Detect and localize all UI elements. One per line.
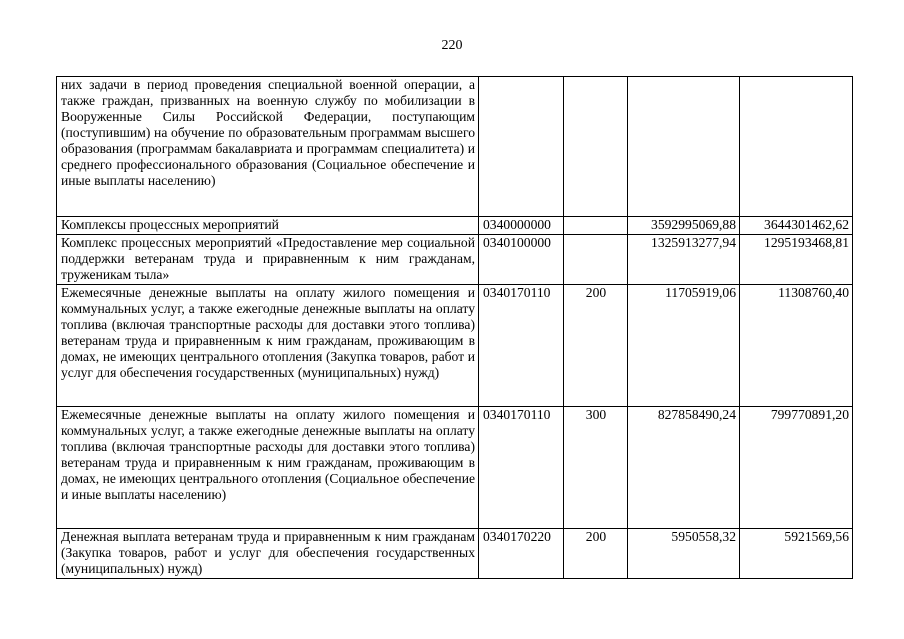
row-expense-type <box>564 235 628 285</box>
table-row <box>57 217 853 235</box>
row-name: Ежемесячные денежные выплаты на оплату жилого помещения и коммунальных услуг, а также ежегодные денежные выплаты на оплату топлива (включая транспортные расходы для доставки этого топлива) ветеранам труда и приравненным к ним гражданам, проживающим в домах, не имеющих центрального отопления (Закупка товаров, работ и услуг для обеспечения государственных (муниципальных) нужд) <box>57 285 479 407</box>
row-sum-year-2: 11308760,40 <box>740 285 853 407</box>
row-target-code: 0340170220 <box>479 529 564 579</box>
row-target-code <box>479 77 564 217</box>
row-sum-year-1: 3592995069,88 <box>628 217 740 235</box>
page-number: 220 <box>441 38 463 53</box>
row-target-code: 0340170110 <box>479 285 564 407</box>
row-sum-year-1 <box>628 77 740 217</box>
table-row <box>57 407 853 529</box>
row-expense-type: 200 <box>564 285 628 407</box>
row-name: них задачи в период проведения специальной военной операции, а также граждан, призванных на военную службу по мобилизации в Вооруженные Силы Российской Федерации, поступающим (поступившим) на обучение по образовательным программам высшего образования (программам бакалавриата и программам специалитета) и среднего профессионального образования (Социальное обеспечение и иные выплаты населению) <box>57 77 479 217</box>
row-expense-type <box>564 217 628 235</box>
table-row <box>57 529 853 579</box>
table-row <box>57 235 853 285</box>
row-name: Комплексы процессных мероприятий <box>57 217 479 235</box>
row-sum-year-2: 799770891,20 <box>740 407 853 529</box>
table-row <box>57 77 853 217</box>
row-sum-year-1: 827858490,24 <box>628 407 740 529</box>
row-sum-year-1: 11705919,06 <box>628 285 740 407</box>
table-row <box>57 285 853 407</box>
row-target-code: 0340100000 <box>479 235 564 285</box>
row-sum-year-2: 1295193468,81 <box>740 235 853 285</box>
row-sum-year-1: 5950558,32 <box>628 529 740 579</box>
row-target-code: 0340170110 <box>479 407 564 529</box>
row-expense-type <box>564 77 628 217</box>
row-sum-year-2 <box>740 77 853 217</box>
row-name: Денежная выплата ветеранам труда и приравненным к ним гражданам (Закупка товаров, работ и услуг для обеспечения государственных (муниципальных) нужд) <box>57 529 479 579</box>
row-sum-year-2: 3644301462,62 <box>740 217 853 235</box>
row-expense-type: 200 <box>564 529 628 579</box>
row-expense-type: 300 <box>564 407 628 529</box>
row-sum-year-2: 5921569,56 <box>740 529 853 579</box>
row-target-code: 0340000000 <box>479 217 564 235</box>
row-name: Комплекс процессных мероприятий «Предоставление мер социальной поддержки ветеранам труда и приравненным к ним гражданам, труженикам тыла» <box>57 235 479 285</box>
row-name: Ежемесячные денежные выплаты на оплату жилого помещения и коммунальных услуг, а также ежегодные денежные выплаты на оплату топлива (включая транспортные расходы для доставки этого топлива) ветеранам труда и приравненным к ним гражданам, проживающим в домах, не имеющих центрального отопления (Социальное обеспечение и иные выплаты населению) <box>57 407 479 529</box>
row-sum-year-1: 1325913277,94 <box>628 235 740 285</box>
budget-table <box>56 76 853 579</box>
